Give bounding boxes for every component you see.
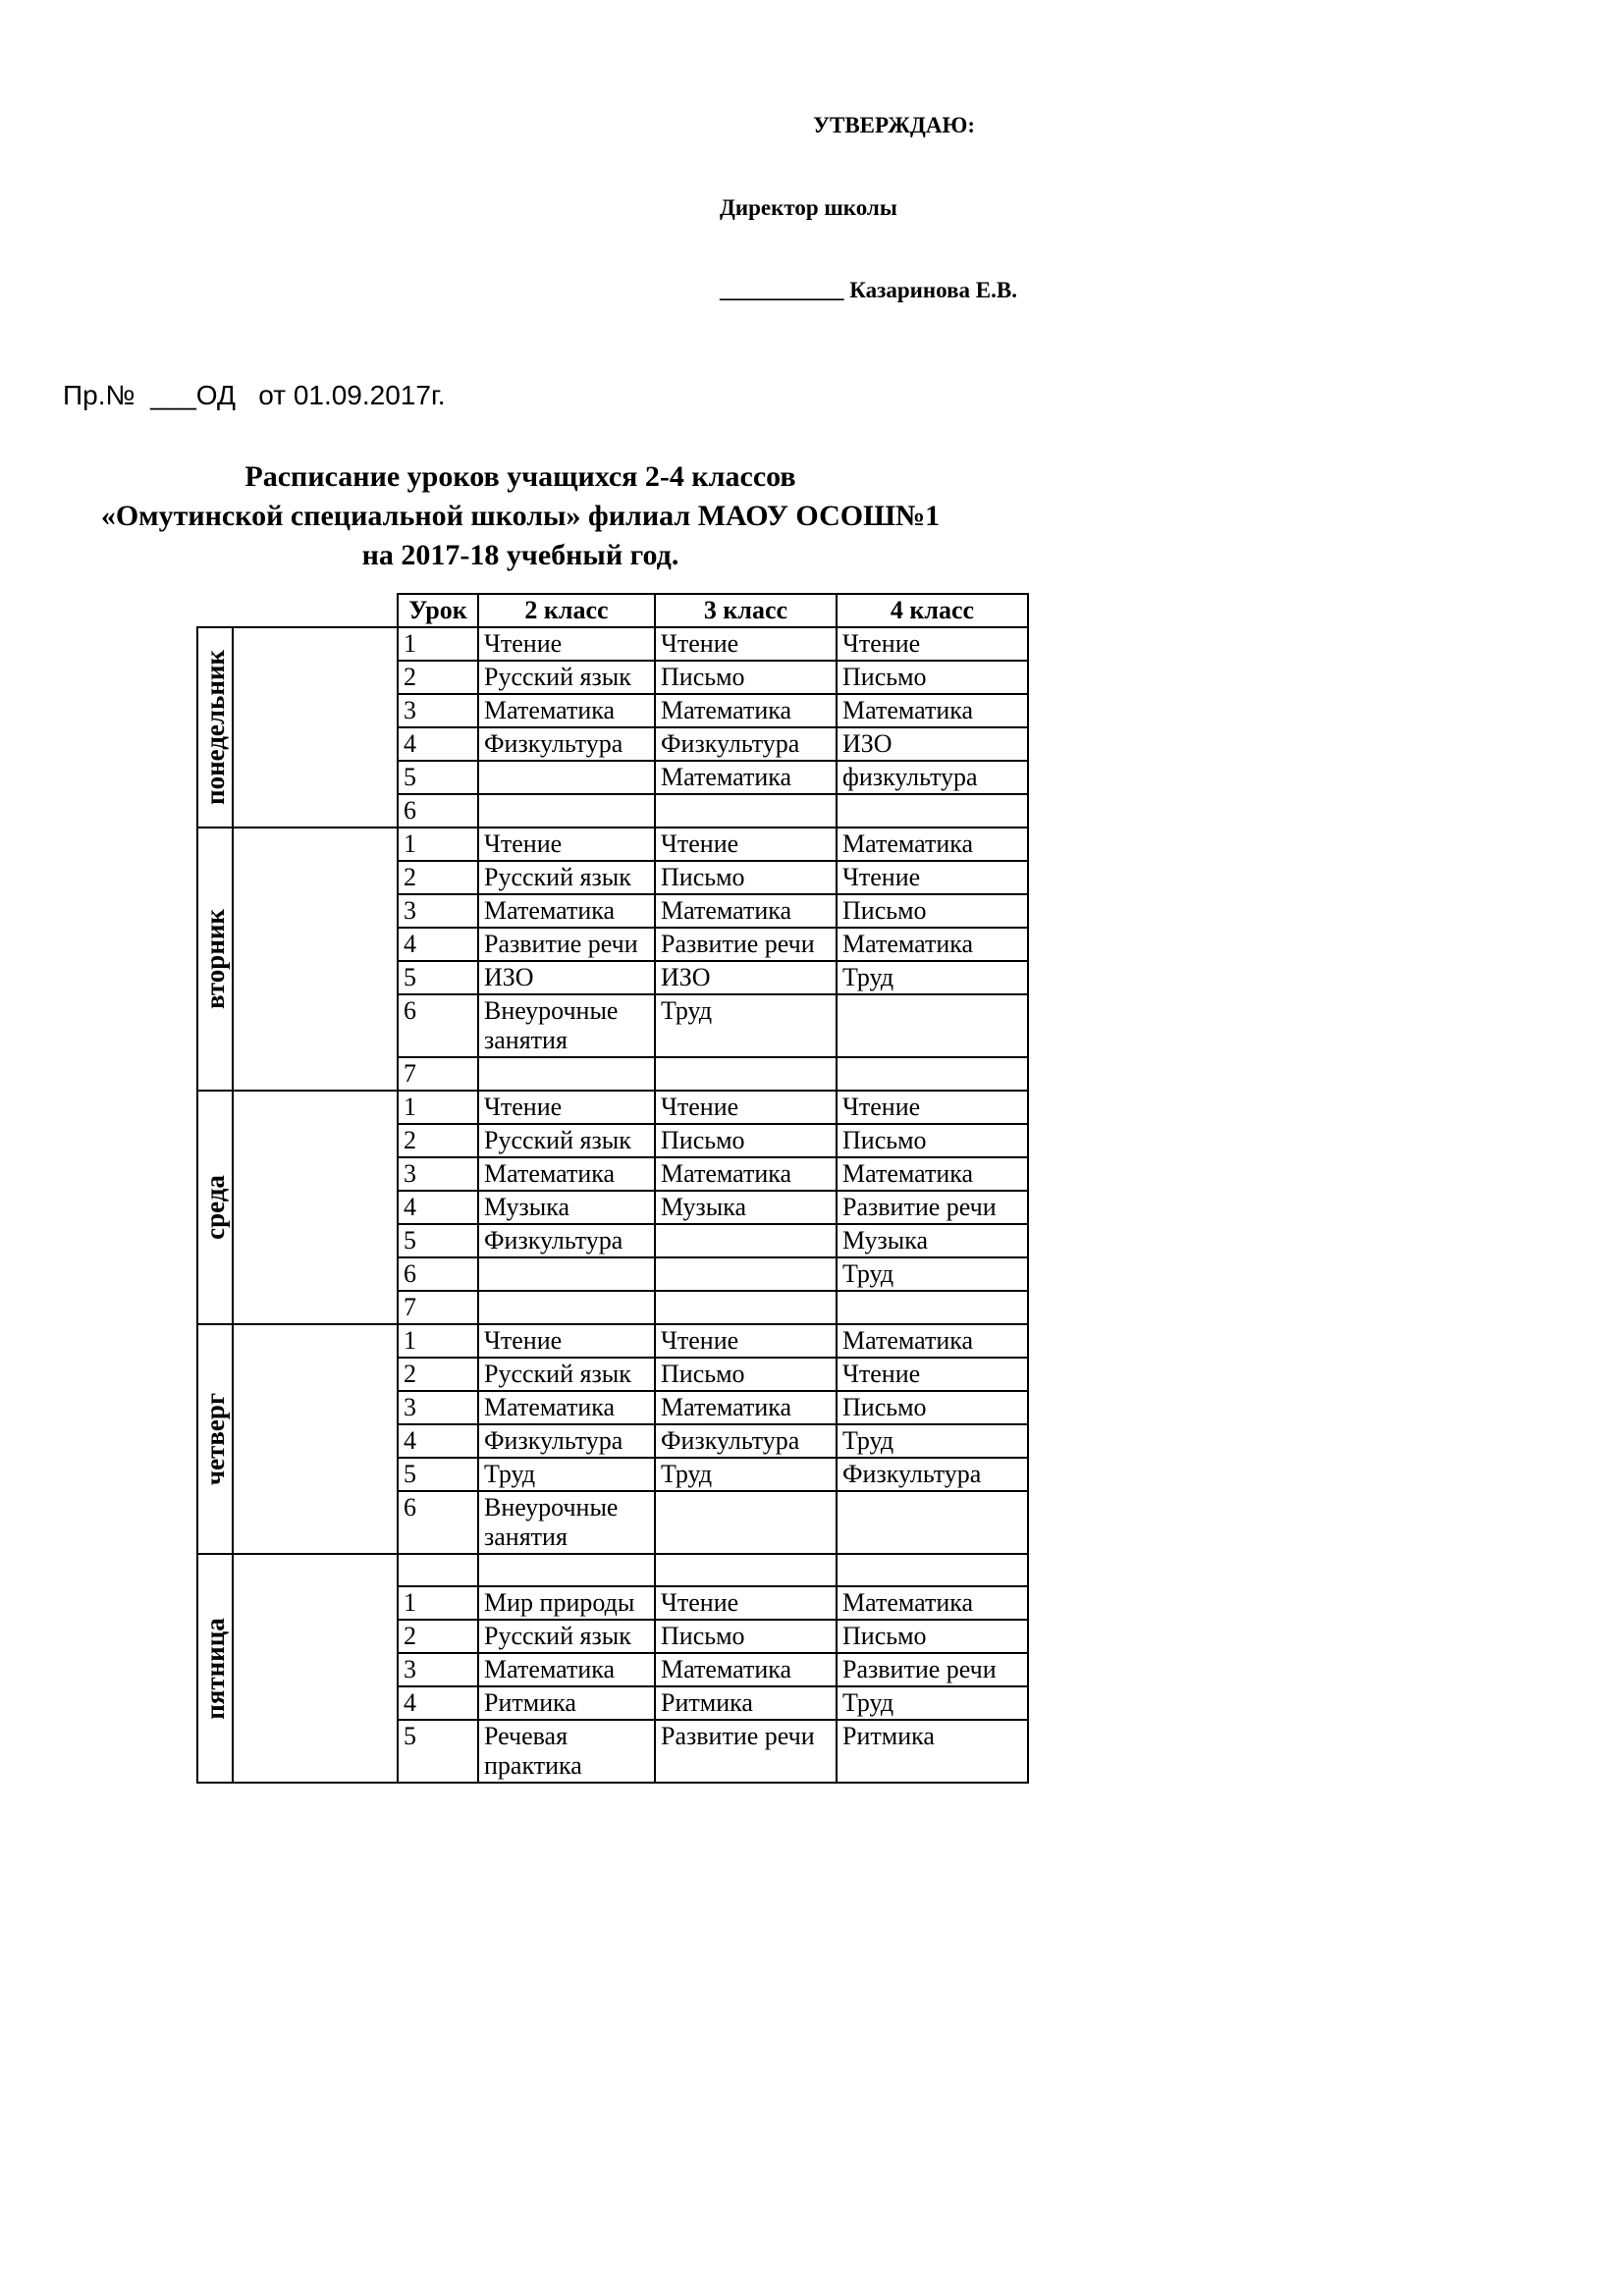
subject-cell: Развитие речи [837, 1653, 1028, 1686]
subject-cell: Математика [478, 894, 655, 928]
subject-cell: Математика [837, 828, 1028, 861]
lesson-number-cell: 1 [398, 1586, 478, 1620]
lesson-number-cell: 6 [398, 1257, 478, 1291]
subject-cell: Письмо [655, 1620, 837, 1653]
subject-cell: Развитие речи [837, 1191, 1028, 1224]
title-line-3: на 2017-18 учебный год. [361, 539, 679, 571]
subject-cell [655, 1224, 837, 1257]
approval-block [720, 57, 1017, 359]
subject-cell: Труд [837, 961, 1028, 994]
subject-cell: ИЗО [478, 961, 655, 994]
subject-cell [655, 1491, 837, 1554]
subject-cell: Письмо [655, 1358, 837, 1391]
subject-cell: Развитие речи [478, 928, 655, 961]
subject-cell: Русский язык [478, 1124, 655, 1157]
subject-cell: Развитие речи [655, 1720, 837, 1783]
subject-cell: Письмо [655, 861, 837, 894]
subject-cell: Чтение [655, 828, 837, 861]
subject-cell [478, 1291, 655, 1324]
subject-cell: Русский язык [478, 861, 655, 894]
subject-cell [837, 1491, 1028, 1554]
subject-cell: Математика [478, 1391, 655, 1424]
table-corner-cell [197, 594, 398, 627]
subject-cell: Русский язык [478, 1620, 655, 1653]
lesson-number-cell: 6 [398, 1491, 478, 1554]
subject-cell: Чтение [478, 828, 655, 861]
subject-cell: Речевая практика [478, 1720, 655, 1783]
subject-cell: Русский язык [478, 1358, 655, 1391]
lesson-number-cell: 2 [398, 1620, 478, 1653]
subject-cell: Математика [655, 1391, 837, 1424]
subject-cell: Чтение [655, 627, 837, 661]
day-name-label: пятница [200, 1617, 230, 1720]
day-cell-понедельник [197, 627, 233, 828]
day-spacer-cell [233, 828, 398, 1091]
header-class-4: 4 класс [837, 594, 1028, 627]
day-cell-среда [197, 1091, 233, 1324]
subject-cell: Чтение [837, 861, 1028, 894]
document-title [0, 457, 1041, 575]
subject-cell: Чтение [837, 1358, 1028, 1391]
day-cell-четверг [197, 1324, 233, 1554]
lesson-number-cell: 7 [398, 1057, 478, 1091]
subject-cell: ИЗО [655, 961, 837, 994]
subject-cell: Математика [837, 1157, 1028, 1191]
subject-cell: Чтение [655, 1586, 837, 1620]
subject-cell [478, 761, 655, 794]
lesson-number-cell: 2 [398, 1358, 478, 1391]
subject-cell: Математика [478, 694, 655, 727]
day-name-label: вторник [200, 908, 230, 1010]
subject-cell: Математика [655, 1653, 837, 1686]
subject-cell: Письмо [837, 1620, 1028, 1653]
schedule-table [196, 593, 1029, 1784]
subject-cell: Музыка [655, 1191, 837, 1224]
subject-cell [655, 1057, 837, 1091]
lesson-number-cell: 1 [398, 1324, 478, 1358]
subject-cell [655, 1291, 837, 1324]
header-lesson: Урок [398, 594, 478, 627]
lesson-number-cell: 6 [398, 994, 478, 1057]
director-label: Директор школы [720, 195, 897, 220]
subject-cell: Письмо [837, 1391, 1028, 1424]
subject-cell: Физкультура [478, 727, 655, 761]
lesson-number-cell: 5 [398, 961, 478, 994]
subject-cell: Труд [837, 1424, 1028, 1458]
day-cell-пятница [197, 1554, 233, 1783]
lesson-number-cell: 2 [398, 861, 478, 894]
subject-cell: Письмо [837, 1124, 1028, 1157]
header-class-3: 3 класс [655, 594, 837, 627]
subject-cell: Мир природы [478, 1586, 655, 1620]
subject-cell [478, 1057, 655, 1091]
subject-cell: Музыка [478, 1191, 655, 1224]
schedule-row [197, 627, 1028, 661]
subject-cell: Физкультура [655, 727, 837, 761]
subject-cell [655, 1554, 837, 1586]
approve-label: УТВЕРЖДАЮ: [813, 113, 975, 137]
subject-cell: Письмо [655, 661, 837, 694]
subject-cell: Физкультура [478, 1224, 655, 1257]
subject-cell [837, 994, 1028, 1057]
subject-cell: Труд [478, 1458, 655, 1491]
lesson-number-cell: 5 [398, 1458, 478, 1491]
schedule-row [197, 1091, 1028, 1124]
subject-cell: Чтение [478, 627, 655, 661]
subject-cell: Музыка [837, 1224, 1028, 1257]
day-spacer-cell [233, 1324, 398, 1554]
subject-cell: Труд [655, 994, 837, 1057]
subject-cell: Физкультура [478, 1424, 655, 1458]
subject-cell [837, 794, 1028, 828]
lesson-number-cell: 2 [398, 1124, 478, 1157]
lesson-number-cell: 4 [398, 1424, 478, 1458]
lesson-number-cell: 4 [398, 1686, 478, 1720]
subject-cell [478, 1554, 655, 1586]
lesson-number-cell: 6 [398, 794, 478, 828]
lesson-number-cell: 5 [398, 761, 478, 794]
subject-cell: Математика [655, 694, 837, 727]
subject-cell: физкультура [837, 761, 1028, 794]
lesson-number-cell: 4 [398, 928, 478, 961]
subject-cell: Математика [655, 761, 837, 794]
day-name-label: понедельник [200, 650, 230, 805]
subject-cell: Физкультура [837, 1458, 1028, 1491]
subject-cell [837, 1291, 1028, 1324]
subject-cell: Письмо [837, 661, 1028, 694]
subject-cell: Математика [655, 894, 837, 928]
subject-cell: Труд [655, 1458, 837, 1491]
subject-cell: Чтение [478, 1324, 655, 1358]
subject-cell: Математика [837, 1586, 1028, 1620]
subject-cell: Ритмика [478, 1686, 655, 1720]
subject-cell: Ритмика [837, 1720, 1028, 1783]
subject-cell [655, 794, 837, 828]
subject-cell [478, 1257, 655, 1291]
day-spacer-cell [233, 627, 398, 828]
title-line-1: Расписание уроков учащихся 2-4 классов [244, 460, 796, 493]
subject-cell: Математика [478, 1653, 655, 1686]
lesson-number-cell: 2 [398, 661, 478, 694]
subject-cell: Русский язык [478, 661, 655, 694]
subject-cell: Внеурочные занятия [478, 1491, 655, 1554]
subject-cell: Математика [655, 1157, 837, 1191]
subject-cell: Чтение [837, 1091, 1028, 1124]
day-name-label: среда [200, 1175, 230, 1240]
lesson-number-cell: 3 [398, 894, 478, 928]
subject-cell: Развитие речи [655, 928, 837, 961]
subject-cell: Чтение [655, 1324, 837, 1358]
lesson-number-cell: 4 [398, 727, 478, 761]
lesson-number-cell: 1 [398, 1091, 478, 1124]
subject-cell: Письмо [837, 894, 1028, 928]
subject-cell: Чтение [655, 1091, 837, 1124]
lesson-number-cell: 1 [398, 828, 478, 861]
subject-cell: Труд [837, 1257, 1028, 1291]
schedule-row [197, 1324, 1028, 1358]
lesson-number-cell: 3 [398, 1157, 478, 1191]
subject-cell [478, 794, 655, 828]
subject-cell: Математика [837, 1324, 1028, 1358]
subject-cell: Математика [478, 1157, 655, 1191]
subject-cell: Внеурочные занятия [478, 994, 655, 1057]
subject-cell: Чтение [478, 1091, 655, 1124]
subject-cell [837, 1554, 1028, 1586]
header-row [197, 594, 1028, 627]
header-class-2: 2 класс [478, 594, 655, 627]
subject-cell: Письмо [655, 1124, 837, 1157]
lesson-number-cell: 3 [398, 694, 478, 727]
lesson-number-cell: 4 [398, 1191, 478, 1224]
schedule-row [197, 828, 1028, 861]
day-spacer-cell [233, 1554, 398, 1783]
lesson-number-cell: 3 [398, 1391, 478, 1424]
lesson-number-cell: 3 [398, 1653, 478, 1686]
day-spacer-cell [233, 1091, 398, 1324]
day-name-label: четверг [200, 1392, 230, 1486]
day-cell-вторник [197, 828, 233, 1091]
lesson-number-cell: 7 [398, 1291, 478, 1324]
subject-cell: Математика [837, 694, 1028, 727]
lesson-number-cell [398, 1554, 478, 1586]
schedule-row [197, 1554, 1028, 1586]
subject-cell: Математика [837, 928, 1028, 961]
subject-cell: ИЗО [837, 727, 1028, 761]
subject-cell: Ритмика [655, 1686, 837, 1720]
subject-cell [655, 1257, 837, 1291]
title-line-2: «Омутинской специальной школы» филиал МАОУ ОСОШ№1 [100, 500, 941, 532]
lesson-number-cell: 5 [398, 1720, 478, 1783]
order-number-line: Пр.№ ___ОД от 01.09.2017г. [63, 380, 446, 410]
subject-cell [837, 1057, 1028, 1091]
signature-line: ___________ Казаринова Е.В. [720, 278, 1017, 302]
lesson-number-cell: 1 [398, 627, 478, 661]
lesson-number-cell: 5 [398, 1224, 478, 1257]
subject-cell: Труд [837, 1686, 1028, 1720]
subject-cell: Физкультура [655, 1424, 837, 1458]
subject-cell: Чтение [837, 627, 1028, 661]
